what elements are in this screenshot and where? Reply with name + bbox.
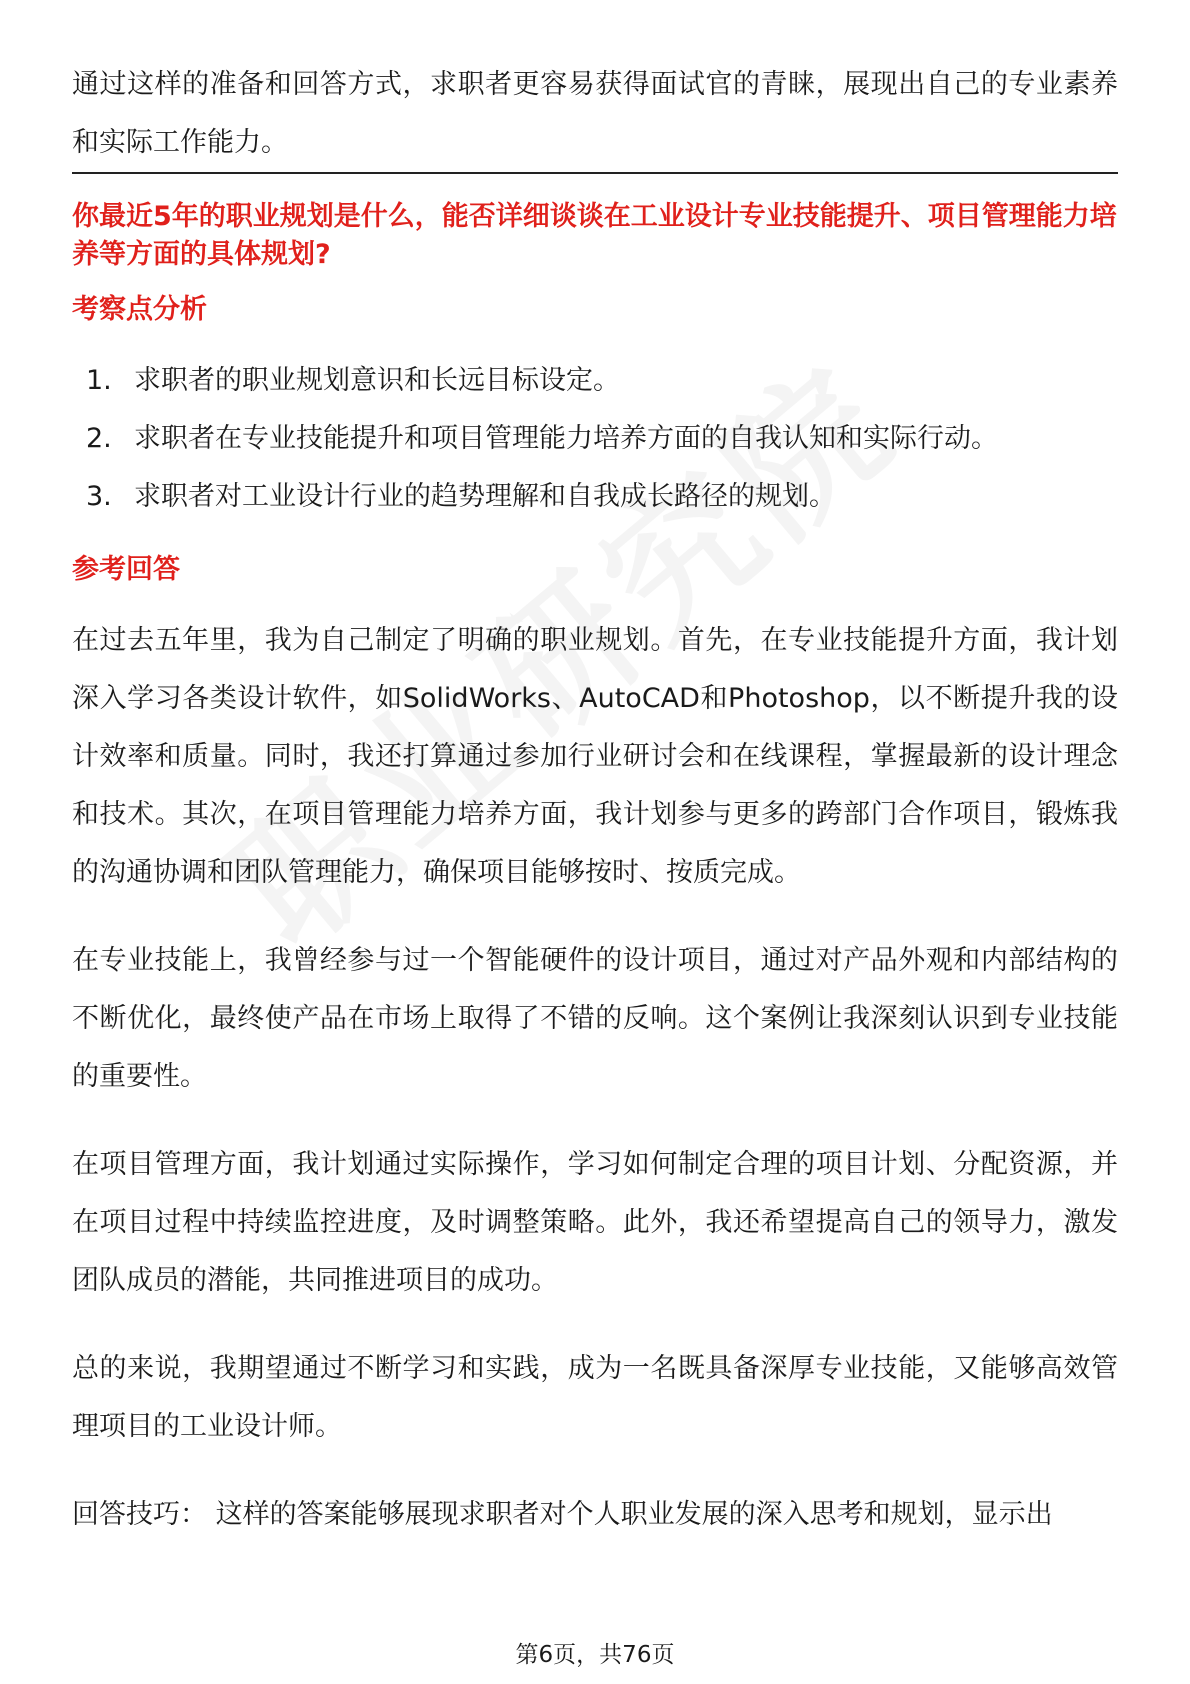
answer-paragraph: 在项目管理方面，我计划通过实际操作，学习如何制定合理的项目计划、分配资源，并在项目过程中持续监控进度，及时调整策略。此外，我还希望提高自己的领导力，激发团队成员的潜能，共同推进项目的成功。 — [72, 1149, 1118, 1296]
list-item-number: 1. — [86, 365, 112, 396]
analysis-points-list — [72, 352, 1118, 526]
list-item-text: 求职者的职业规划意识和长远目标设定。 — [134, 365, 620, 396]
answer-body — [72, 612, 1118, 1456]
intro-paragraph: 通过这样的准备和回答方式，求职者更容易获得面试官的青睐，展现出自己的专业素养和实际工作能力。 — [72, 69, 1118, 158]
answer-paragraph: 在过去五年里，我为自己制定了明确的职业规划。首先，在专业技能提升方面，我计划深入学习各类设计软件，如SolidWorks、AutoCAD和Photoshop，以不断提升我的设计效率和质量。同时，我还打算通过参加行业研讨会和在线课程，掌握最新的设计理念和技术。其次，在项目管理能力培养方面，我计划参与更多的跨部门合作项目，锻炼我的沟通协调和团队管理能力，确保项目能够按时、按质完成。 — [72, 625, 1118, 888]
page-footer: 第6页，共76页 — [515, 1642, 675, 1668]
answer-paragraph: 在专业技能上，我曾经参与过一个智能硬件的设计项目，通过对产品外观和内部结构的不断优化，最终使产品在市场上取得了不错的反响。这个案例让我深刻认识到专业技能的重要性。 — [72, 945, 1118, 1092]
list-item — [72, 410, 1118, 468]
list-item-text: 求职者在专业技能提升和项目管理能力培养方面的自我认知和实际行动。 — [134, 423, 998, 454]
section-divider — [72, 172, 1118, 174]
list-item — [72, 352, 1118, 410]
answer-tip: 回答技巧： 这样的答案能够展现求职者对个人职业发展的深入思考和规划，显示出 — [72, 1499, 1053, 1530]
interview-question: 你最近5年的职业规划是什么，能否详细谈谈在工业设计专业技能提升、项目管理能力培养等方面的具体规划? — [72, 201, 1117, 270]
document-page — [72, 56, 1118, 1544]
answer-paragraph: 总的来说，我期望通过不断学习和实践，成为一名既具备深厚专业技能，又能够高效管理项目的工业设计师。 — [72, 1353, 1118, 1442]
answer-heading: 参考回答 — [72, 554, 180, 585]
list-item-number: 3. — [86, 481, 112, 512]
list-item — [72, 468, 1118, 526]
analysis-heading: 考察点分析 — [72, 294, 207, 325]
list-item-number: 2. — [86, 423, 112, 454]
list-item-text: 求职者对工业设计行业的趋势理解和自我成长路径的规划。 — [134, 481, 836, 512]
